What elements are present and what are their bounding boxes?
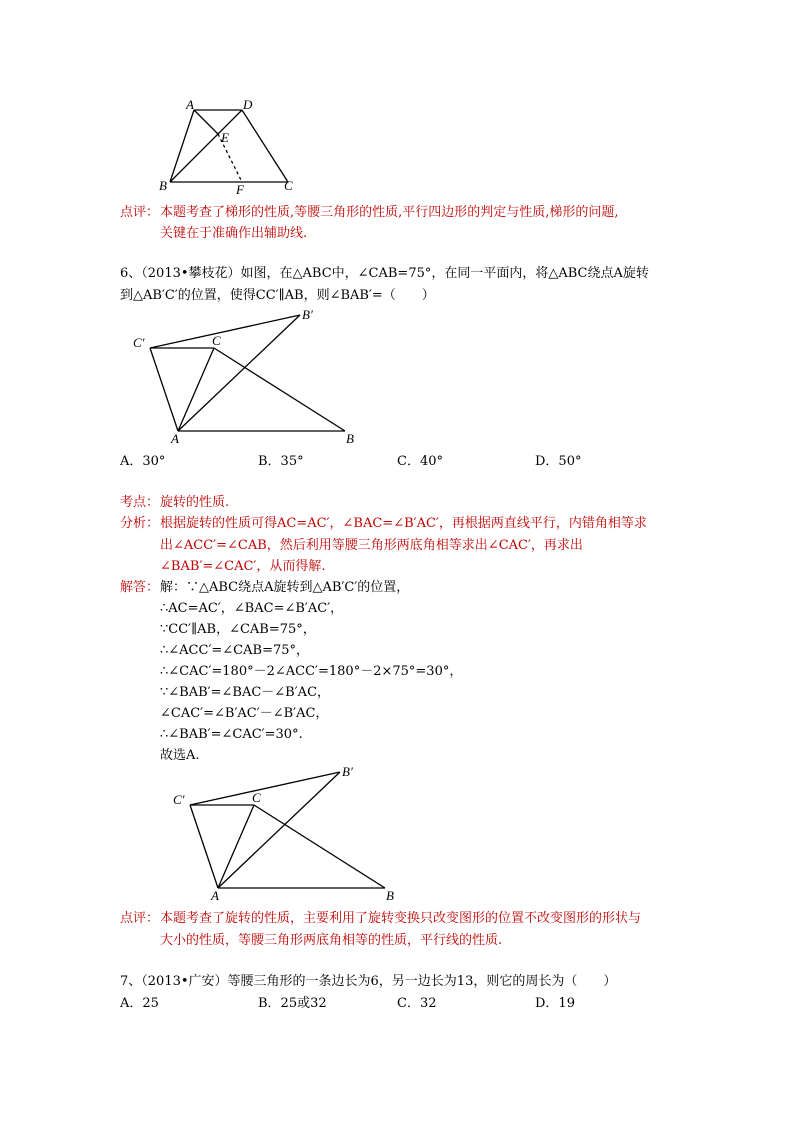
q6-option-c[interactable]: C．40° (397, 454, 443, 469)
label-B: B (159, 178, 167, 193)
label-C: C (252, 790, 261, 805)
label-A: A (211, 888, 219, 903)
trapezoid-figure (150, 95, 310, 200)
q6-option-b[interactable]: B．35° (258, 454, 304, 469)
fenxi-line1: 根据旋转的性质可得AC=AC′，∠BAC=∠B′AC′，再根据两直线平行，内错角相等求 (160, 516, 647, 531)
label-F: F (236, 182, 244, 197)
jieda-line3: ∵CC′∥AB，∠CAB=75°， (160, 622, 316, 637)
jieda-line2: ∴AC=AC′，∠BAC=∠B′AC′， (160, 601, 344, 616)
q7-option-c[interactable]: C．32 (397, 996, 437, 1011)
label-A: A (186, 97, 194, 112)
rotation-figure-2 (160, 762, 410, 907)
q6-option-a[interactable]: A．30° (120, 454, 166, 469)
label-B: B (346, 431, 354, 446)
jieda-line7: ∠CAC′=∠B′AC′－∠B′AC， (160, 706, 329, 721)
q6-comment-line2: 大小的性质，等腰三角形两底角相等的性质，平行线的性质. (160, 933, 503, 948)
q6-stem-line1: 6、（2013•攀枝花）如图，在△ABC中，∠CAB=75°，在同一平面内，将△ABC绕点A旋转 (120, 266, 649, 281)
label-C-prime: C′ (173, 792, 185, 807)
rotation-figure-1 (120, 305, 370, 450)
fenxi-line3: ∠BAB′=∠CAC′，从而得解. (160, 559, 326, 574)
label-C: C (212, 333, 221, 348)
q5-comment-line1: 本题考查了梯形的性质,等腰三角形的性质,平行四边形的判定与性质,梯形的问题, (160, 205, 619, 220)
q7-stem: 7、（2013•广安）等腰三角形的一条边长为6，另一边长为13，则它的周长为（ ） (120, 974, 617, 989)
label-B-prime: B′ (302, 307, 313, 322)
kaodian-text: 旋转的性质. (160, 495, 230, 510)
label-A: A (171, 431, 179, 446)
q6-comment-line1: 本题考查了旋转的性质，主要利用了旋转变换只改变图形的位置不改变图形的形状与 (160, 911, 642, 926)
label-B-prime: B′ (342, 764, 353, 779)
q6-option-d[interactable]: D．50° (535, 454, 582, 469)
q5-comment-label: 点评： (120, 205, 160, 220)
jieda-line5: ∴∠CAC′=180°－2∠ACC′=180°－2×75°=30°， (160, 664, 463, 679)
jieda-label: 解答： (120, 580, 160, 595)
q7-option-a[interactable]: A．25 (120, 996, 159, 1011)
fenxi-line2: 出∠ACC′=∠CAB，然后利用等腰三角形两底角相等求出∠CAC′，再求出 (160, 538, 583, 553)
jieda-line4: ∴∠ACC′=∠CAB=75°， (160, 643, 310, 658)
q6-stem-line2: 到△AB′C′的位置，使得CC′∥AB，则∠BAB′=（ ） (120, 288, 435, 303)
jieda-line6: ∵∠BAB′=∠BAC－∠B′AC， (160, 685, 331, 700)
label-C: C (284, 178, 293, 193)
jieda-line9: 故选A. (160, 748, 200, 763)
label-B: B (386, 888, 394, 903)
jieda-line1: 解：∵△ABC绕点A旋转到△AB′C′的位置， (160, 580, 410, 595)
q6-comment-label: 点评： (120, 911, 160, 926)
q7-option-d[interactable]: D．19 (535, 996, 575, 1011)
jieda-line8: ∴∠BAB′=∠CAC′=30°. (160, 727, 303, 742)
q5-comment-line2: 关键在于准确作出辅助线. (160, 226, 308, 241)
label-D: D (243, 97, 253, 112)
label-E: E (221, 130, 229, 145)
fenxi-label: 分析： (120, 516, 160, 531)
kaodian-label: 考点： (120, 495, 160, 510)
q7-option-b[interactable]: B．25或32 (258, 996, 327, 1011)
label-C-prime: C′ (133, 335, 145, 350)
